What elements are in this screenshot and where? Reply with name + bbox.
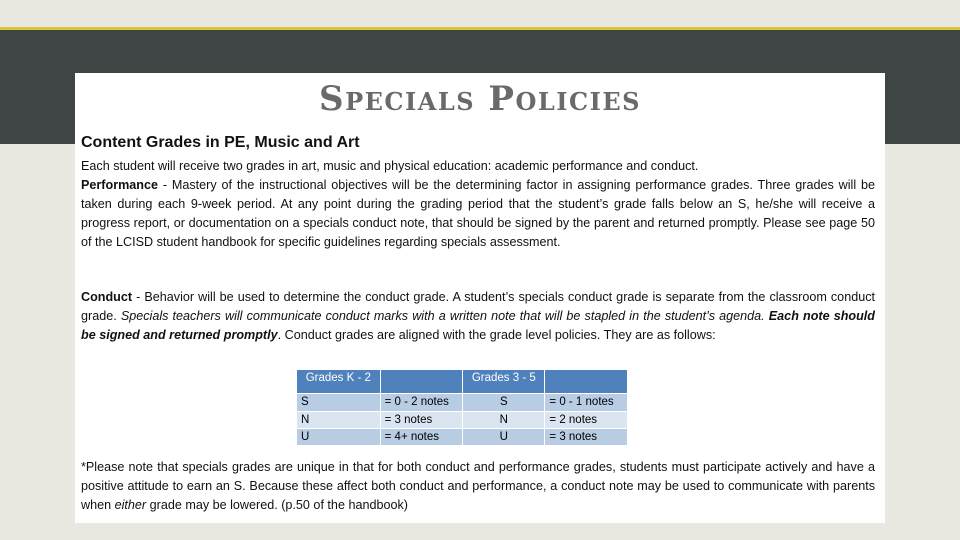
table-cell: = 0 - 1 notes xyxy=(545,394,628,411)
table-cell: U xyxy=(297,428,381,445)
note-text: *Please note that specials grades are unique in that for both conduct and performance grades, students must participate actively and have a positive attitude to earn an S. Because these affect both conduct and performance, a conduct note may be used to communicate with parents when xyxy=(81,460,875,512)
table-cell: S xyxy=(297,394,381,411)
conduct-bold-italic-text: Each note should be signed and returned promptly xyxy=(81,309,875,342)
conduct-text-end: . Conduct grades are aligned with the grade level policies. They are as follows: xyxy=(277,328,716,342)
table-cell: N xyxy=(463,411,545,428)
conduct-italic-text: Specials teachers will communicate conduct marks with a written note that will be stapled in the student’s agenda. xyxy=(120,309,765,323)
table-cell: U xyxy=(463,428,545,445)
table-cell: = 2 notes xyxy=(545,411,628,428)
conduct-text: - Behavior will be used to determine the conduct grade. A student’s specials conduct grade is separate from the classroom conduct grade. xyxy=(81,290,875,323)
note-text-end: grade may be lowered. (p.50 of the handbook) xyxy=(146,498,408,512)
section-heading: Content Grades in PE, Music and Art xyxy=(81,134,360,151)
document-image xyxy=(75,73,885,523)
table-cell: = 4+ notes xyxy=(380,428,463,445)
table-row xyxy=(297,394,628,411)
table-cell: = 3 notes xyxy=(545,428,628,445)
note-paragraph xyxy=(81,458,875,515)
performance-label: Performance xyxy=(81,178,158,192)
performance-text: - Mastery of the instructional objectives will be the determining factor in assigning performance grades. Three grades will be taken during each 9-week period. At any point during the grading period that the student’s grade falls below an S, he/she will receive a progress report, or documentation on a specials conduct note, that should be signed by the parent and returned promptly. Please see page 50 of the LCISD student handbook for specific guidelines regarding specials assessment. xyxy=(81,178,875,249)
table-row xyxy=(297,411,628,428)
note-italic-text: either xyxy=(114,498,147,512)
table-header-cell: Grades K - 2 xyxy=(297,370,381,394)
table-cell: S xyxy=(463,394,545,411)
conduct-paragraph xyxy=(81,288,875,345)
performance-paragraph xyxy=(81,176,875,252)
table-header-cell xyxy=(545,370,628,394)
conduct-label: Conduct xyxy=(81,290,133,304)
table-cell: = 0 - 2 notes xyxy=(380,394,463,411)
table-cell: N xyxy=(297,411,381,428)
intro-paragraph: Each student will receive two grades in art, music and physical education: academic performance and conduct. xyxy=(81,159,699,173)
table-header-cell xyxy=(380,370,463,394)
table-header-cell: Grades 3 - 5 xyxy=(463,370,545,394)
slide-title: Specials Policies xyxy=(319,79,641,119)
conduct-grade-table xyxy=(296,369,628,446)
table-row xyxy=(297,428,628,445)
table-cell: = 3 notes xyxy=(380,411,463,428)
table-header-row xyxy=(297,370,628,394)
